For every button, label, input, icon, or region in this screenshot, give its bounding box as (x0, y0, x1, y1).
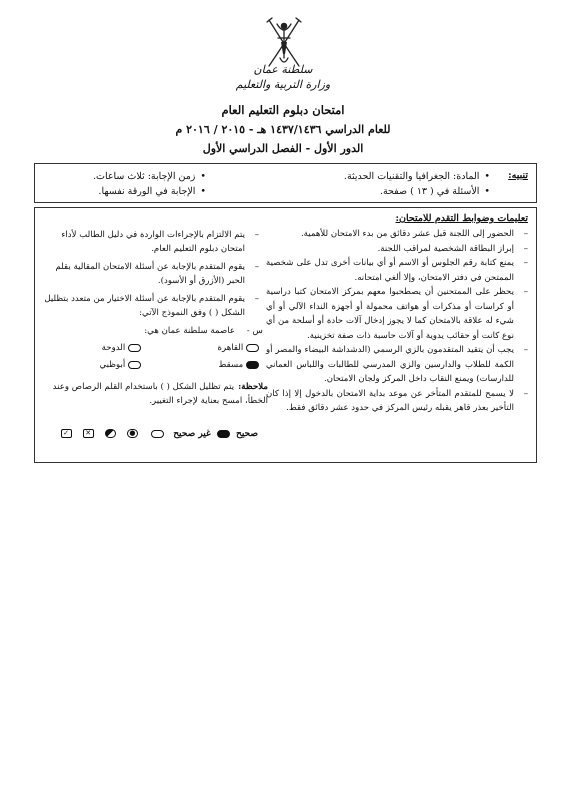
notice-duration-text: زمن الإجابة: ثلاث ساعات. (93, 171, 196, 182)
option-abudhabi (99, 360, 141, 370)
question-label: س - (246, 326, 263, 336)
notice-label: تنبيه: (508, 170, 528, 181)
list-item: – يتم الالتزام بالإجراءات الواردة في دليل الطالب لأداء امتحان دبلوم التعليم العام. (41, 228, 259, 256)
incorrect-cross-icon: ✕ (83, 429, 94, 438)
exam-session: الدور الأول - الفصل الدراسي الأول (202, 142, 364, 155)
list-item: – يقوم المتقدم بالإجابة عن أسئلة الاختيار من متعدد بتظليل الشكل ( ) وفق النموذج الآتي: (41, 292, 259, 320)
note-label: ملاحظة: (238, 382, 268, 392)
option-label: القاهرة (217, 343, 244, 353)
incorrect-label: غير صحيح (173, 429, 211, 439)
list-item: – الحضور إلى اللجنة قبل عشر دقائق من بدء الامتحان للأهمية. (266, 227, 528, 242)
option-oval-icon (246, 344, 259, 352)
option-oval-icon (128, 361, 141, 369)
marking-legend (57, 429, 258, 439)
notice-box (34, 163, 537, 203)
bullet-icon: • (484, 171, 490, 182)
option-label: أبوظبي (99, 360, 126, 370)
option-filled-oval-icon (246, 361, 259, 369)
bullet-icon: • (484, 186, 490, 197)
option-muscat (218, 360, 259, 370)
exam-title: امتحان دبلوم التعليم العام (221, 103, 345, 117)
instructions-box (34, 207, 537, 463)
list-item: – يقوم المتقدم بالإجابة عن أسئلة الامتحان المقالية بقلم الحبر (الأزرق أو الأسود). (41, 260, 259, 288)
question-text: عاصمة سلطنة عمان هي: (144, 326, 235, 336)
option-oval-icon (128, 344, 141, 352)
list-item: – يمنع كتابة رقم الجلوس أو الاسم أو أي بيانات أخرى تدل على شخصية الممتحن في دفتر الامتحان، وإلا ألغي امتحانه. (266, 256, 528, 285)
list-item: – إبراز البطاقة الشخصية لمراقب اللجنة. (266, 242, 528, 257)
list-item: – لا يسمح للمتقدم المتأخر عن موعد بداية الامتحان بالدخول إلا إذا كان التأخير بعذر قاهر يقبله رئيس المركز في حدود عشر دقائق فقط. (266, 387, 528, 416)
option-label: الدوحة (101, 343, 126, 353)
option-label: مسقط (218, 360, 244, 370)
bullet-icon: • (200, 171, 206, 182)
incorrect-dot-icon: ● (127, 429, 138, 438)
list-item: – يجب أن يتقيد المتقدمون بالزي الرسمي (الدشداشة البيضاء والمصر أو الكمة للطلاب والدارسين والزي المدرسي للطالبات واللباس العماني للدارسات) ويمنع النقاب داخل المركز ولجان الامتحان. (266, 343, 528, 387)
notice-answer-location (98, 184, 206, 199)
list-item: – يحظر على الممتحنين أن يصطحبوا معهم بمركز الامتحان كتبا دراسية أو كراسات أو مذكرات أو هواتف محمولة أو أجهزة النداء الآلي أو أي شيء له علاقة بالامتحان كما لا يجوز إدخال آلات حادة أو أسلحة من أي نوع كانت أو حقائب يدوية أو آلات حاسبة ذات صفة تخزينية. (266, 285, 528, 343)
bullet-icon: • (200, 186, 206, 197)
incorrect-empty-oval-icon (151, 430, 164, 438)
left-rules-list (41, 228, 259, 320)
ministry-name (0, 62, 566, 92)
note-text: يتم تظليل الشكل ( ) باستخدام القلم الرصاص وعند الخطأ، امسح بعناية لإجراء التغيير. (52, 382, 268, 406)
pencil-note (40, 380, 268, 408)
correct-label: صحيح (236, 429, 258, 439)
notice-questions-text: الأسئلة في ( ١٣ ) صفحة. (379, 186, 480, 197)
notice-answer-location-text: الإجابة في الورقة نفسها. (98, 186, 196, 197)
ministry-line2: وزارة التربية والتعليم (235, 78, 331, 91)
notice-questions (380, 184, 490, 199)
academic-year: للعام الدراسي ١٤٣٧/١٤٣٦ هـ - ٢٠١٥ / ٢٠١٦ م (175, 123, 391, 136)
notice-subject-text: المادة: الجغرافيا والتقنيات الحديثة. (343, 171, 480, 182)
instructions-title: تعليمات وضوابط التقدم للامتحان: (395, 213, 528, 224)
notice-subject (344, 169, 490, 184)
ministry-line1: سلطنة عمان (253, 63, 313, 76)
option-cairo (218, 343, 259, 353)
rules-list (266, 227, 528, 416)
notice-duration (93, 169, 206, 184)
incorrect-half-shaded-icon (105, 429, 116, 438)
option-doha (102, 343, 141, 353)
correct-filled-oval-icon (217, 430, 230, 438)
incorrect-check-icon: ✓ (61, 429, 72, 438)
